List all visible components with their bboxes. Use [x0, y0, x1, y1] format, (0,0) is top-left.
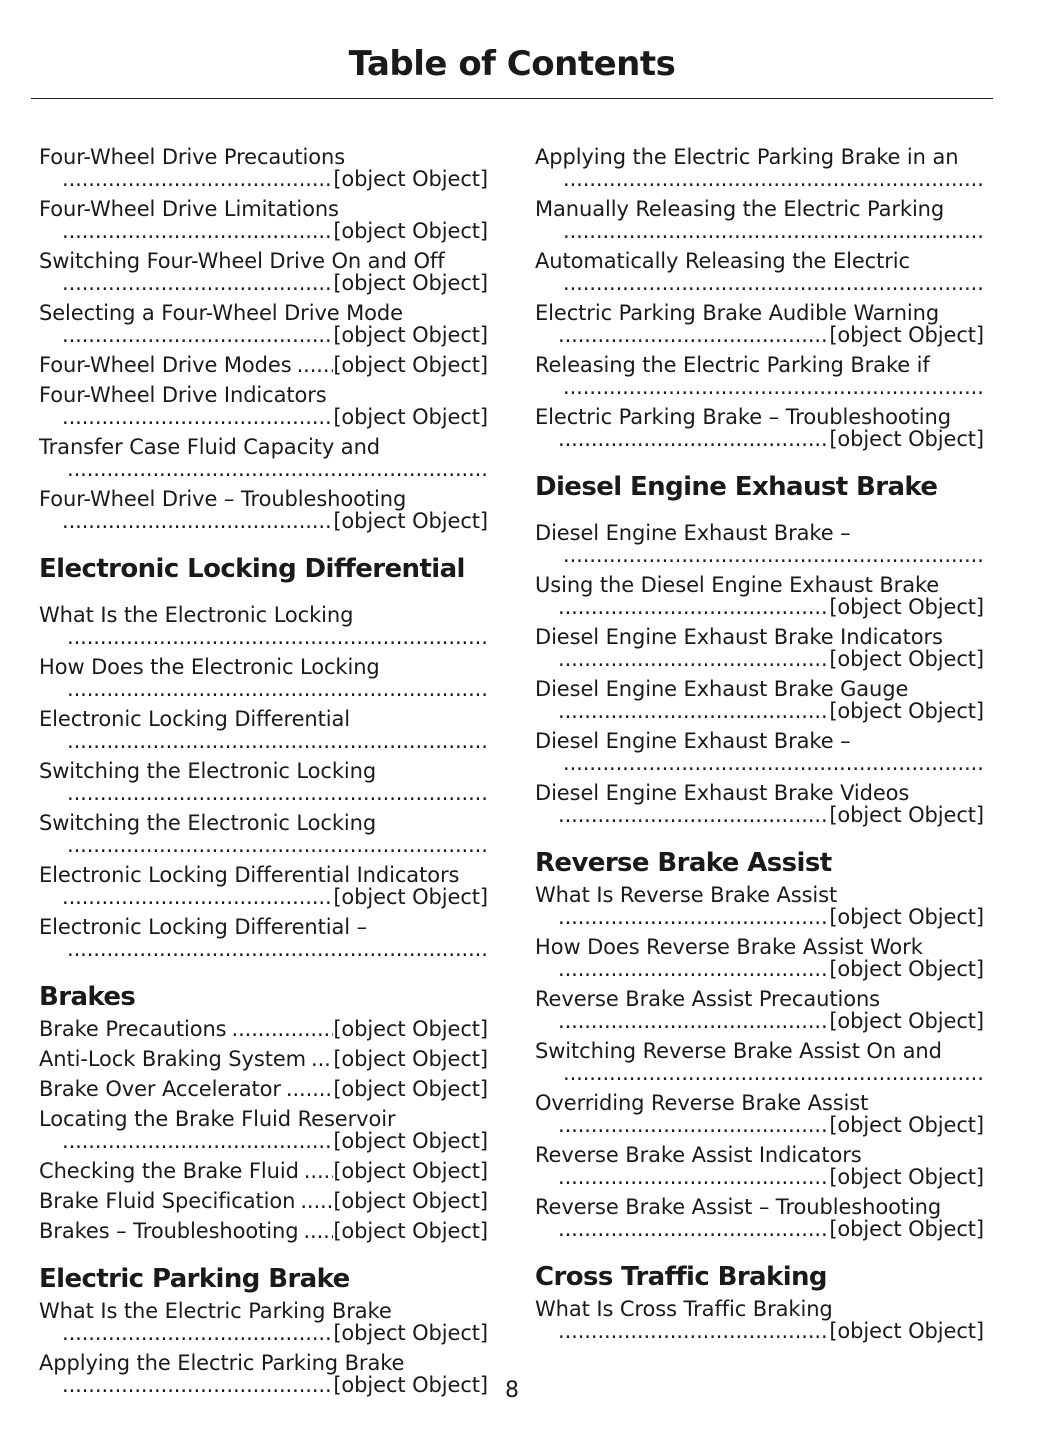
toc-entry-line: [39, 760, 488, 782]
toc-entry-title: Switching Reverse Brake Assist On and: [535, 1039, 942, 1063]
toc-entry-line: [39, 1160, 488, 1182]
toc-entry-line: [535, 884, 984, 906]
toc-entry-title: Anti-Lock Braking System: [39, 1047, 307, 1071]
toc-entry-line: [39, 1130, 488, 1152]
toc-entry-title: What Is Reverse Brake Assist: [535, 883, 838, 907]
toc-page-number: [object Object]: [829, 803, 984, 827]
toc-entry-title: Four-Wheel Drive – Troubleshooting: [39, 487, 407, 511]
toc-entry-line: [535, 250, 984, 272]
toc-entry-line: [535, 1144, 984, 1166]
toc-entry-line: [39, 1078, 488, 1100]
toc-entry-line: [39, 1300, 488, 1322]
toc-entry-title: Electronic Locking Differential –: [39, 915, 367, 939]
toc-entry-line: [535, 700, 984, 722]
toc-entry-line: [39, 168, 488, 190]
toc-entry[interactable]: [39, 1190, 488, 1212]
toc-entry-line: [39, 146, 488, 168]
toc-page-number: [object Object]: [333, 885, 488, 909]
toc-entry-group: [535, 522, 984, 826]
toc-entry[interactable]: [535, 678, 984, 722]
dot-leader: [558, 648, 829, 670]
toc-entry[interactable]: [535, 198, 984, 242]
dot-leader: [558, 906, 829, 928]
toc-entry-line: [535, 626, 984, 648]
dot-leader: [300, 1190, 333, 1212]
toc-entry-title: Locating the Brake Fluid Reservoir: [39, 1107, 396, 1131]
section-heading: Reverse Brake Assist: [535, 848, 832, 878]
toc-entry-title: Reverse Brake Assist Precautions: [535, 987, 881, 1011]
toc-entry-line: [535, 574, 984, 596]
toc-entry[interactable]: [535, 522, 984, 566]
toc-entry-line: [535, 220, 984, 242]
toc-entry-title: Reverse Brake Assist – Troubleshooting: [535, 1195, 942, 1219]
dot-leader: [62, 168, 333, 190]
toc-entry-title: Manually Releasing the Electric Parking: [535, 197, 945, 221]
toc-entry-title: Four-Wheel Drive Modes: [39, 353, 292, 377]
dot-leader: [558, 1010, 829, 1032]
toc-entry-line: [39, 916, 488, 938]
toc-entry[interactable]: [39, 864, 488, 908]
toc-entry-line: [39, 354, 488, 376]
toc-entry-title: Releasing the Electric Parking Brake if: [535, 353, 930, 377]
page-number: 8: [505, 1378, 519, 1403]
toc-entry-line: [535, 544, 984, 566]
toc-page-number: [object Object]: [333, 1129, 488, 1153]
toc-entry-line: [39, 510, 488, 532]
dot-leader: [62, 406, 333, 428]
toc-entry-title: Switching Four-Wheel Drive On and Off: [39, 249, 445, 273]
toc-entry[interactable]: [535, 936, 984, 980]
toc-entry-line: [39, 436, 488, 458]
dot-leader: [563, 220, 984, 242]
toc-page-number: [object Object]: [333, 1321, 488, 1345]
dot-leader: [67, 458, 488, 480]
dot-leader: [62, 1130, 333, 1152]
toc-entry-title: Reverse Brake Assist Indicators: [535, 1143, 862, 1167]
toc-entry[interactable]: [535, 250, 984, 294]
toc-entry-line: [39, 834, 488, 856]
toc-entry-title: Checking the Brake Fluid: [39, 1159, 299, 1183]
dot-leader: [558, 596, 829, 618]
toc-entry[interactable]: [39, 656, 488, 700]
toc-entry[interactable]: [39, 1220, 488, 1242]
dot-leader: [62, 272, 333, 294]
toc-entry-title: Transfer Case Fluid Capacity and: [39, 435, 381, 459]
toc-page-number: [object Object]: [333, 323, 488, 347]
toc-page-number: [object Object]: [829, 957, 984, 981]
toc-entry[interactable]: [39, 1018, 488, 1040]
dot-leader: [558, 1114, 829, 1136]
toc-entry[interactable]: [39, 1048, 488, 1070]
toc-page-number: [object Object]: [333, 353, 488, 377]
toc-entry-group: [39, 1018, 488, 1242]
page-title: Table of Contents: [348, 44, 676, 84]
toc-entry-title: Diesel Engine Exhaust Brake Indicators: [535, 625, 943, 649]
toc-entry[interactable]: [535, 406, 984, 450]
toc-entry-line: [39, 324, 488, 346]
dot-leader: [563, 376, 984, 398]
toc-entry[interactable]: [39, 708, 488, 752]
toc-entry-title: Diesel Engine Exhaust Brake Gauge: [535, 677, 909, 701]
dot-leader: [563, 1062, 984, 1084]
toc-entry-title: Brakes – Troubleshooting: [39, 1219, 299, 1243]
toc-entry-title: Four-Wheel Drive Indicators: [39, 383, 327, 407]
toc-page-number: [object Object]: [829, 323, 984, 347]
toc-entry[interactable]: [535, 354, 984, 398]
toc-entry-line: [535, 782, 984, 804]
dot-leader: [232, 1018, 334, 1040]
toc-entry-line: [39, 708, 488, 730]
toc-entry[interactable]: [39, 436, 488, 480]
toc-entry[interactable]: [39, 1160, 488, 1182]
toc-page-number: [object Object]: [333, 1077, 488, 1101]
toc-entry-line: [39, 458, 488, 480]
toc-entry-group: [39, 604, 488, 960]
toc-entry-title: How Does the Electronic Locking: [39, 655, 380, 679]
toc-entry-line: [535, 1298, 984, 1320]
dot-leader: [67, 782, 488, 804]
toc-entry-line: [39, 864, 488, 886]
toc-entry[interactable]: [39, 1300, 488, 1344]
toc-entry-line: [535, 936, 984, 958]
toc-entry-title: Diesel Engine Exhaust Brake –: [535, 729, 851, 753]
toc-entry-line: [39, 1018, 488, 1040]
toc-entry-line: [39, 678, 488, 700]
toc-entry-line: [39, 198, 488, 220]
dot-leader: [67, 678, 488, 700]
toc-entry-line: [535, 648, 984, 670]
toc-entry-title: Applying the Electric Parking Brake: [39, 1351, 405, 1375]
dot-leader: [67, 938, 488, 960]
dot-leader: [311, 1048, 333, 1070]
toc-entry-line: [535, 596, 984, 618]
toc-entry[interactable]: [39, 384, 488, 428]
toc-entry[interactable]: [535, 1196, 984, 1240]
toc-entry-line: [39, 626, 488, 648]
toc-entry-title: Four-Wheel Drive Precautions: [39, 145, 346, 169]
toc-entry-line: [39, 384, 488, 406]
toc-entry-line: [535, 730, 984, 752]
dot-leader: [67, 626, 488, 648]
dot-leader: [563, 272, 984, 294]
toc-entry-line: [535, 198, 984, 220]
toc-entry-line: [535, 1010, 984, 1032]
dot-leader: [67, 834, 488, 856]
toc-entry-line: [39, 782, 488, 804]
toc-entry[interactable]: [535, 626, 984, 670]
dot-leader: [62, 220, 333, 242]
toc-entry-line: [39, 656, 488, 678]
toc-entry-line: [39, 1352, 488, 1374]
section-heading: Diesel Engine Exhaust Brake: [535, 472, 938, 502]
toc-page-number: [object Object]: [333, 167, 488, 191]
toc-entry-line: [39, 250, 488, 272]
toc-entry-title: Electronic Locking Differential: [39, 707, 351, 731]
toc-entry-line: [535, 1114, 984, 1136]
toc-page-number: [object Object]: [829, 595, 984, 619]
toc-entry-line: [39, 886, 488, 908]
toc-entry-title: Diesel Engine Exhaust Brake Videos: [535, 781, 910, 805]
dot-leader: [304, 1160, 334, 1182]
toc-page-number: [object Object]: [829, 1009, 984, 1033]
toc-page-number: [object Object]: [829, 1217, 984, 1241]
toc-entry-line: [39, 730, 488, 752]
dot-leader: [286, 1078, 333, 1100]
toc-entry-line: [39, 812, 488, 834]
toc-entry-line: [535, 1040, 984, 1062]
toc-entry-line: [535, 302, 984, 324]
toc-entry-title: Diesel Engine Exhaust Brake –: [535, 521, 851, 545]
toc-entry-line: [39, 1220, 488, 1242]
dot-leader: [558, 958, 829, 980]
toc-page-number: [object Object]: [333, 1047, 488, 1071]
toc-page-number: [object Object]: [333, 271, 488, 295]
toc-entry-group: [535, 146, 984, 450]
toc-entry[interactable]: [535, 1092, 984, 1136]
toc-entry-line: [535, 522, 984, 544]
toc-entry[interactable]: [39, 1108, 488, 1152]
toc-entry-title: Four-Wheel Drive Limitations: [39, 197, 339, 221]
toc-entry-group: [535, 1298, 984, 1342]
toc-entry[interactable]: [39, 604, 488, 648]
toc-entry-title: Switching the Electronic Locking: [39, 811, 377, 835]
toc-entry-line: [39, 1048, 488, 1070]
dot-leader: [558, 700, 829, 722]
toc-entry-line: [39, 938, 488, 960]
toc-entry[interactable]: [39, 1078, 488, 1100]
toc-page-number: [object Object]: [333, 509, 488, 533]
toc-page-number: [object Object]: [829, 647, 984, 671]
toc-entry-title: Using the Diesel Engine Exhaust Brake: [535, 573, 940, 597]
toc-entry-line: [535, 678, 984, 700]
toc-entry-title: Electric Parking Brake Audible Warning: [535, 301, 940, 325]
toc-entry-title: Electric Parking Brake – Troubleshooting: [535, 405, 951, 429]
toc-entry[interactable]: [39, 302, 488, 346]
toc-entry[interactable]: [535, 1040, 984, 1084]
toc-entry-title: Applying the Electric Parking Brake in an: [535, 145, 959, 169]
toc-entry-line: [535, 906, 984, 928]
toc-entry-title: Overriding Reverse Brake Assist: [535, 1091, 869, 1115]
dot-leader: [558, 324, 829, 346]
dot-leader: [558, 1166, 829, 1188]
toc-entry-line: [535, 146, 984, 168]
toc-entry[interactable]: [535, 574, 984, 618]
toc-entry-line: [39, 1108, 488, 1130]
toc-entry-title: How Does Reverse Brake Assist Work: [535, 935, 923, 959]
dot-leader: [558, 804, 829, 826]
dot-leader: [297, 354, 334, 376]
toc-entry-title: What Is the Electronic Locking: [39, 603, 354, 627]
dot-leader: [62, 324, 333, 346]
toc-entry[interactable]: [535, 782, 984, 826]
dot-leader: [558, 1320, 829, 1342]
toc-entry[interactable]: [39, 198, 488, 242]
section-heading: Electronic Locking Differential: [39, 554, 465, 584]
toc-column-left: [39, 146, 488, 1404]
toc-page-number: [object Object]: [829, 905, 984, 929]
toc-entry[interactable]: [39, 760, 488, 804]
toc-entry-group: [39, 146, 488, 532]
dot-leader: [558, 428, 829, 450]
toc-entry-title: Brake Precautions: [39, 1017, 227, 1041]
toc-entry-title: What Is the Electric Parking Brake: [39, 1299, 392, 1323]
toc-page-number: [object Object]: [333, 1017, 488, 1041]
toc-entry-line: [535, 376, 984, 398]
toc-page-number: [object Object]: [333, 1373, 488, 1397]
toc-entry-line: [535, 168, 984, 190]
toc-entry[interactable]: [39, 250, 488, 294]
toc-entry-line: [39, 1322, 488, 1344]
toc-entry-line: [39, 406, 488, 428]
toc-column-right: [535, 146, 984, 1350]
toc-entry[interactable]: [535, 884, 984, 928]
toc-entry-title: What Is Cross Traffic Braking: [535, 1297, 833, 1321]
toc-entry[interactable]: [535, 146, 984, 190]
toc-entry-line: [39, 1190, 488, 1212]
toc-entry-line: [535, 1320, 984, 1342]
toc-entry-line: [535, 272, 984, 294]
dot-leader: [62, 1322, 333, 1344]
toc-page-number: [object Object]: [829, 1165, 984, 1189]
toc-entry-line: [535, 1166, 984, 1188]
toc-entry-line: [39, 272, 488, 294]
section-heading: Electric Parking Brake: [39, 1264, 350, 1294]
toc-entry-line: [535, 988, 984, 1010]
toc-entry-line: [39, 604, 488, 626]
toc-entry[interactable]: [39, 812, 488, 856]
toc-entry-line: [535, 1196, 984, 1218]
toc-entry-line: [535, 1062, 984, 1084]
toc-entry-title: Selecting a Four-Wheel Drive Mode: [39, 301, 403, 325]
toc-entry-title: Electronic Locking Differential Indicators: [39, 863, 460, 887]
dot-leader: [62, 886, 333, 908]
toc-page-number: [object Object]: [333, 1159, 488, 1183]
toc-entry[interactable]: [39, 916, 488, 960]
section-heading: Cross Traffic Braking: [535, 1262, 827, 1292]
toc-entry-line: [535, 324, 984, 346]
toc-page-number: [object Object]: [333, 1189, 488, 1213]
toc-entry-line: [535, 1218, 984, 1240]
toc-entry[interactable]: [535, 1298, 984, 1342]
toc-entry-line: [535, 354, 984, 376]
dot-leader: [558, 1218, 829, 1240]
dot-leader: [563, 168, 984, 190]
toc-entry-line: [39, 488, 488, 510]
toc-entry[interactable]: [39, 146, 488, 190]
dot-leader: [563, 752, 984, 774]
toc-entry-title: Switching the Electronic Locking: [39, 759, 377, 783]
toc-page-number: [object Object]: [333, 405, 488, 429]
dot-leader: [67, 730, 488, 752]
toc-page-number: [object Object]: [829, 1113, 984, 1137]
toc-entry-line: [535, 1092, 984, 1114]
toc-entry-group: [535, 884, 984, 1240]
toc-entry[interactable]: [535, 988, 984, 1032]
toc-entry-title: Brake Over Accelerator: [39, 1077, 281, 1101]
toc-entry[interactable]: [535, 730, 984, 774]
toc-entry-line: [535, 752, 984, 774]
dot-leader: [303, 1220, 333, 1242]
dot-leader: [563, 544, 984, 566]
toc-entry[interactable]: [535, 302, 984, 346]
section-heading: Brakes: [39, 982, 136, 1012]
toc-entry[interactable]: [39, 488, 488, 532]
toc-entry-line: [535, 804, 984, 826]
toc-entry[interactable]: [535, 1144, 984, 1188]
toc-page-number: [object Object]: [829, 699, 984, 723]
toc-entry-title: Automatically Releasing the Electric: [535, 249, 910, 273]
toc-entry-title: Brake Fluid Specification: [39, 1189, 296, 1213]
toc-entry-line: [535, 958, 984, 980]
toc-entry-line: [535, 428, 984, 450]
toc-entry-line: [39, 302, 488, 324]
toc-entry-line: [39, 220, 488, 242]
toc-page-number: [object Object]: [829, 427, 984, 451]
dot-leader: [62, 510, 333, 532]
toc-page-number: [object Object]: [829, 1319, 984, 1343]
toc-entry-line: [535, 406, 984, 428]
title-divider: [31, 98, 993, 99]
toc-entry[interactable]: [39, 354, 488, 376]
toc-page-number: [object Object]: [333, 1219, 488, 1243]
toc-page-number: [object Object]: [333, 219, 488, 243]
